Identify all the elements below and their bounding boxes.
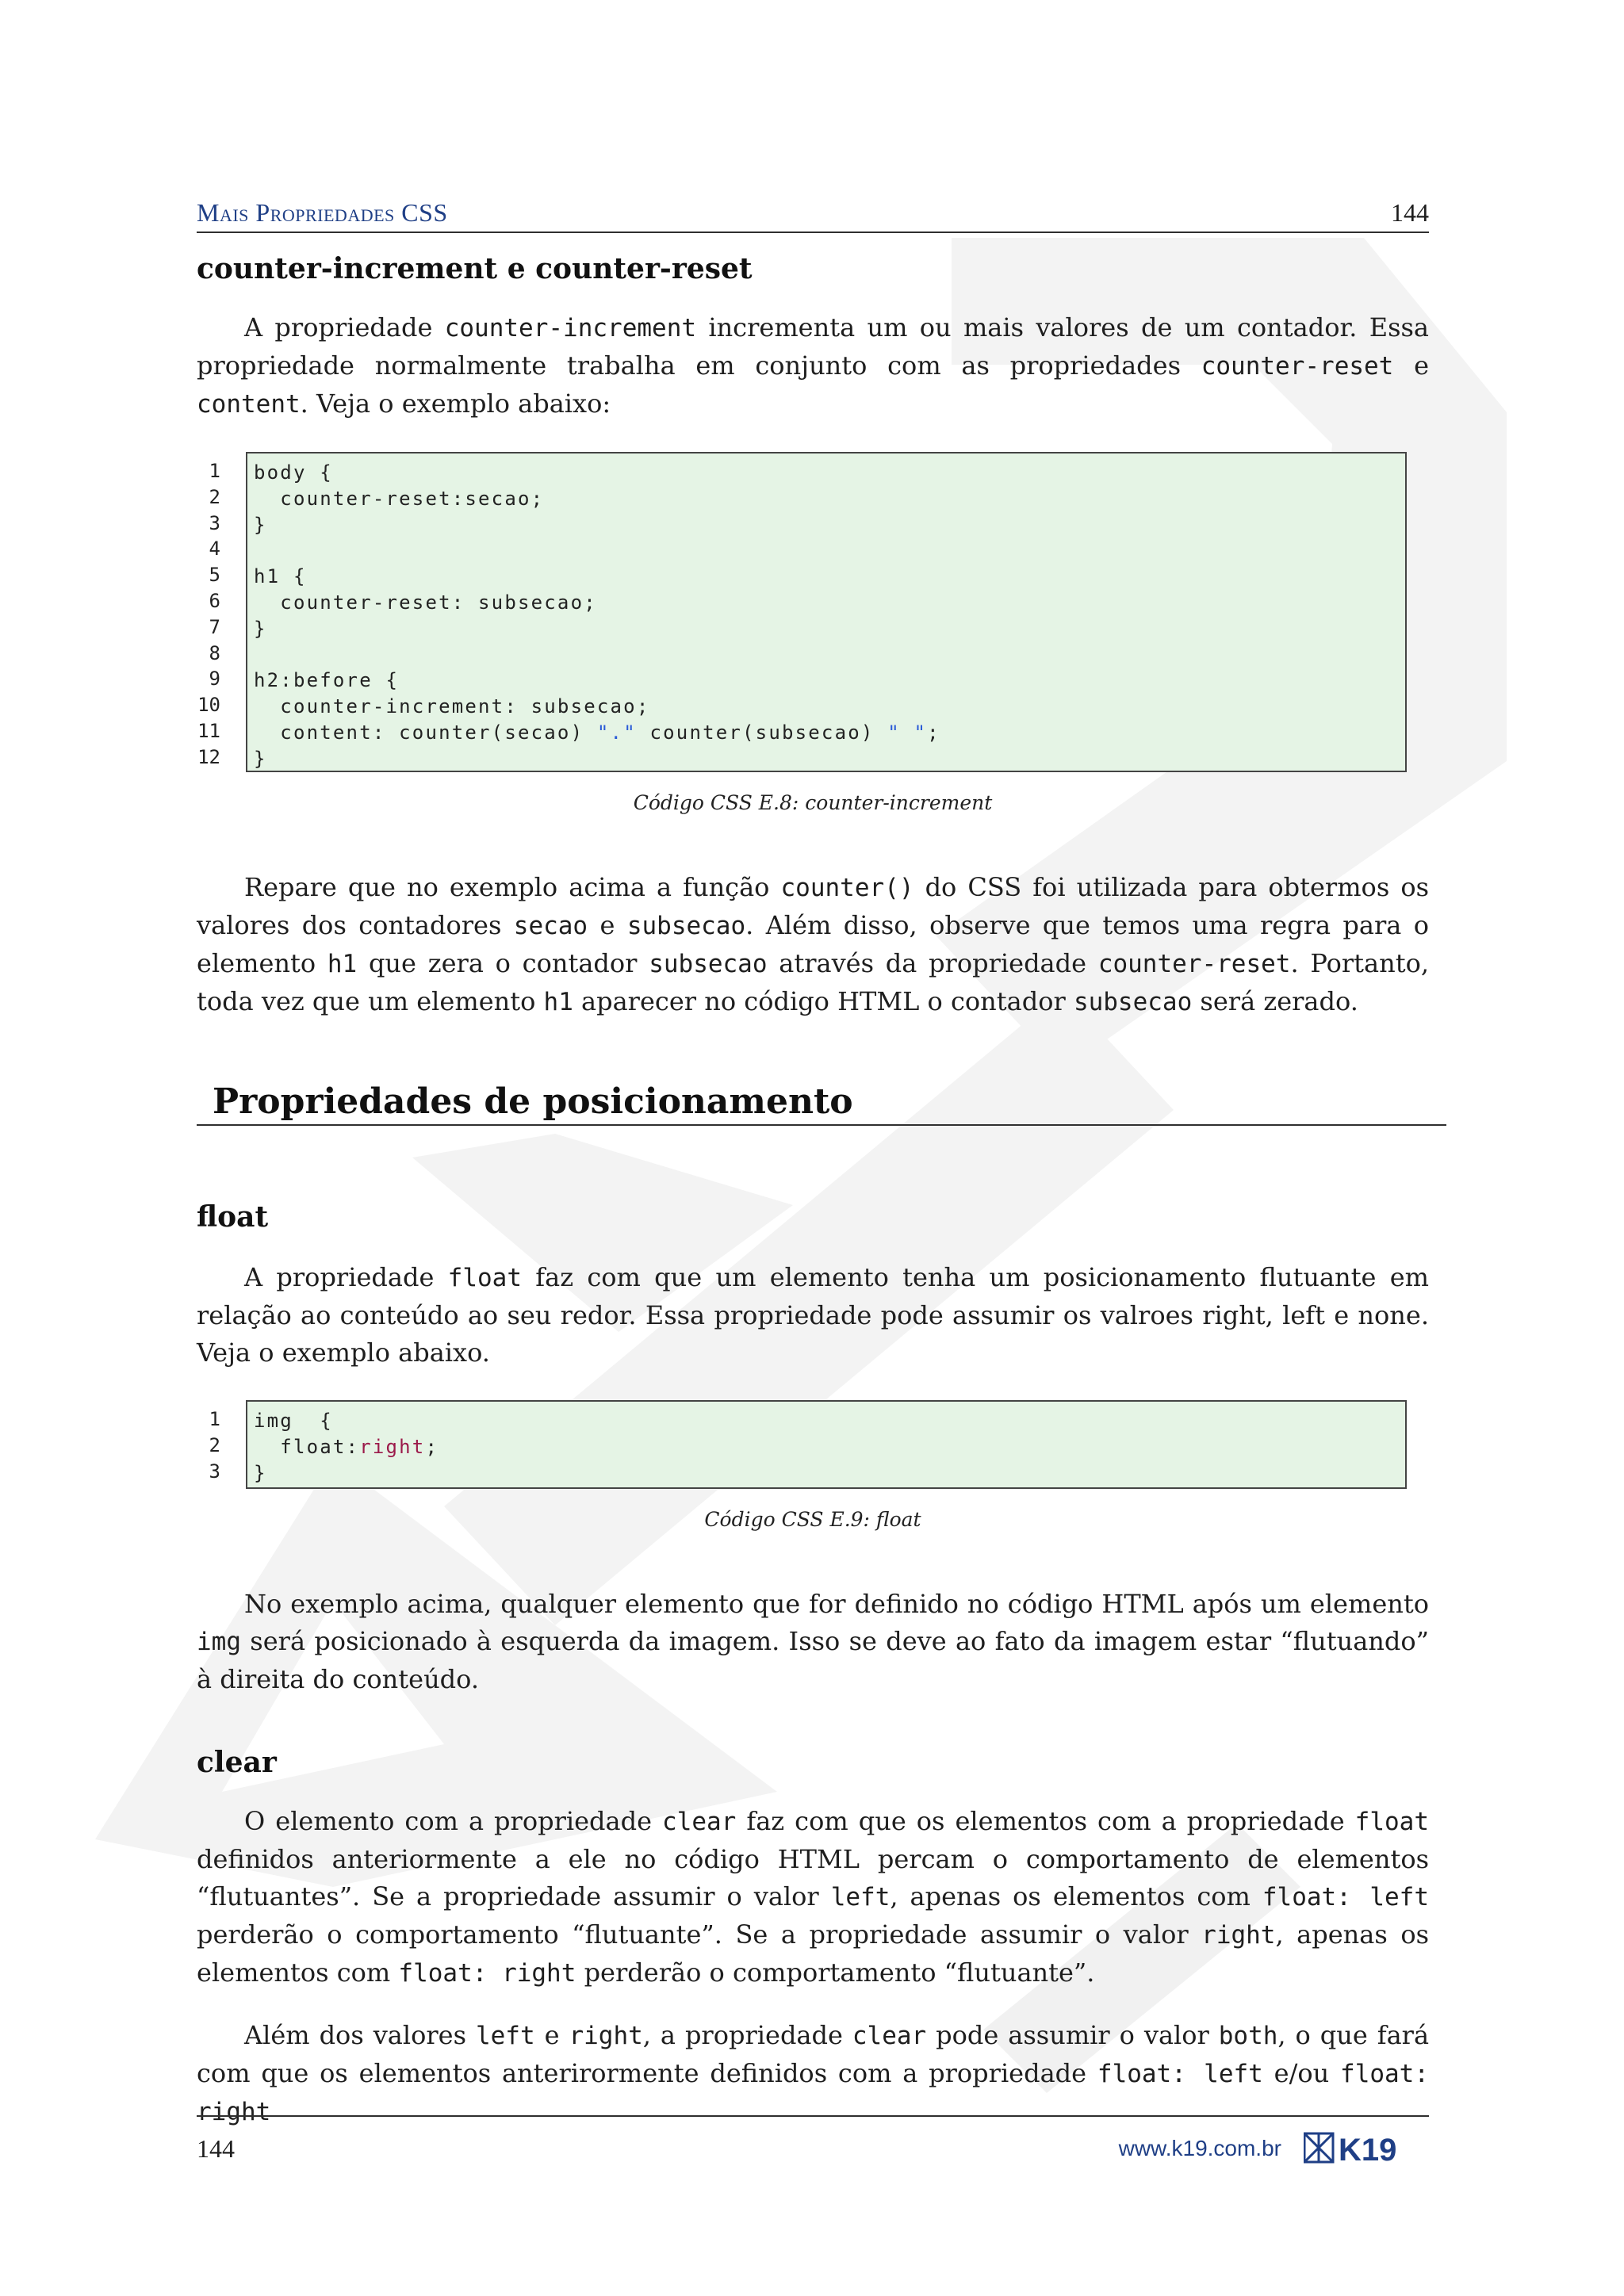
- line-number: 10: [197, 694, 220, 717]
- inline-code: content: [197, 390, 301, 419]
- section-heading: [197, 1080, 1446, 1126]
- code-listing-counter: [197, 452, 1410, 772]
- clear-paragraph-2: Além dos valores left e right, a propriedade clear pode assumir o valor both, o que fará com que os elementos anterirormente definidos com a propriedade float: left e/ou float: right: [197, 2020, 1430, 2126]
- code-line: counter-reset:secao;: [254, 487, 545, 510]
- counter-explanation-paragraph: Repare que no exemplo acima a função counter() do CSS foi utilizada para obtermos os valores dos contadores secao e subsecao. Além disso, observe que temos uma regra para o elemento h1 que zera o contador subsecao através da propriedade counter-reset. Portanto, toda vez que um elemento h1 aparecer no código HTML o contador subsecao será zerado.: [197, 872, 1430, 1016]
- inline-code: h1: [543, 988, 573, 1016]
- inline-code: counter-reset: [1201, 352, 1394, 381]
- line-number: 11: [197, 719, 220, 742]
- inline-code: left: [830, 1883, 891, 1911]
- code-block: [246, 1400, 1407, 1489]
- line-number: 4: [209, 538, 220, 561]
- footer-page-number: 144: [197, 2134, 235, 2163]
- code-line: body {: [254, 461, 333, 484]
- float-intro-paragraph: A propriedade float faz com que um elemento tenha um posicionamento flutuante em relação ao conteúdo ao seu redor. Essa propriedade pode assumir os valroes right, left e none. Veja o exemplo abaixo.: [197, 1262, 1430, 1368]
- inline-code: both: [1218, 2022, 1278, 2050]
- code-line-numbers: [197, 1400, 220, 1484]
- code-line: img {: [254, 1410, 333, 1432]
- line-number: 2: [209, 1433, 220, 1456]
- code-line: counter-increment: subsecao;: [254, 695, 650, 718]
- line-number: 12: [197, 745, 220, 768]
- float-explanation-paragraph: No exemplo acima, qualquer elemento que for definido no código HTML após um elemento img será posicionado à esquerda da imagem. Isso se deve ao fato da imagem estar “flutuando” à direita do conteúdo.: [197, 1589, 1429, 1694]
- clear-paragraph-1: O elemento com a propriedade clear faz com que os elementos com a propriedade float definidos anteriormente a ele no código HTML percam o comportamento de elementos “flutuantes”. Se a propriedade assumir o valor left, apenas os elementos com float: left perderão o comportamento “flutuante”. Se a propriedade assumir o valor right, apenas os elementos com float: right perderão o comportamento “flutuante”.: [197, 1806, 1430, 1988]
- code-block: [246, 452, 1407, 772]
- code-line: }: [254, 747, 267, 770]
- line-number: 3: [209, 1460, 220, 1483]
- code-caption: Código CSS E.8: counter-increment: [633, 791, 993, 814]
- inline-code: img: [197, 1628, 241, 1656]
- counter-intro-paragraph: A propriedade counter-increment incrementa um ou mais valores de um contador. Essa propriedade normalmente trabalha em conjunto com as propriedades counter-reset e content. Veja o exemplo abaixo:: [197, 312, 1430, 419]
- section-title: Propriedades de posicionamento: [213, 1081, 853, 1122]
- inline-code: counter-increment: [444, 314, 697, 342]
- inline-code: clear: [662, 1808, 737, 1836]
- inline-code: secao: [513, 912, 588, 940]
- code-line: [254, 642, 1405, 668]
- inline-code: h1: [327, 950, 358, 978]
- header-page-number: 144: [1391, 198, 1429, 227]
- running-header: [197, 197, 1429, 233]
- inline-code: float: right: [197, 2060, 1430, 2126]
- code-line: }: [254, 513, 267, 536]
- chapter-title: Mais Propriedades CSS: [197, 198, 448, 227]
- code-line: counter-reset: subsecao;: [254, 591, 597, 614]
- subheading-counter: counter-increment e counter-reset: [197, 252, 753, 285]
- code-line: [254, 538, 1405, 564]
- footer-url: www.k19.com.br: [1118, 2136, 1281, 2160]
- inline-code: counter-reset: [1097, 950, 1291, 978]
- inline-code: counter(): [780, 874, 914, 902]
- inline-code: clear: [852, 2022, 927, 2050]
- line-number: 5: [209, 564, 220, 587]
- line-number: 6: [209, 589, 220, 612]
- subheading-clear: clear: [197, 1746, 277, 1779]
- line-number: 1: [209, 1408, 220, 1430]
- inline-code: float: left: [1097, 2060, 1263, 2088]
- line-number: 8: [209, 641, 220, 664]
- k19-logo: [1304, 2131, 1429, 2164]
- code-line: content: counter(secao) "." counter(subsecao) " ";: [254, 721, 940, 744]
- subheading-float: float: [197, 1200, 269, 1234]
- inline-code: subsecao: [649, 950, 768, 978]
- code-caption: Código CSS E.9: float: [704, 1508, 921, 1531]
- code-line: h2:before {: [254, 669, 400, 692]
- code-line: h1 {: [254, 565, 307, 588]
- inline-code: float: left: [1262, 1883, 1430, 1911]
- code-line: float:right;: [254, 1435, 439, 1458]
- inline-code: float: [1354, 1808, 1429, 1836]
- code-line-numbers: [197, 452, 220, 771]
- inline-code: subsecao: [626, 912, 746, 940]
- code-line: }: [254, 617, 267, 640]
- inline-code: right: [1201, 1921, 1276, 1950]
- line-number: 7: [209, 615, 220, 638]
- svg-text:K19: K19: [1339, 2133, 1397, 2164]
- inline-code: subsecao: [1073, 988, 1193, 1016]
- page-footer: [197, 2115, 1429, 2172]
- line-number: 3: [209, 511, 220, 534]
- line-number: 1: [209, 460, 220, 482]
- inline-code: right: [569, 2022, 643, 2050]
- inline-code: left: [475, 2022, 535, 2050]
- code-line: }: [254, 1461, 267, 1484]
- inline-code: float: right: [398, 1959, 576, 1988]
- inline-code: float: [447, 1264, 522, 1292]
- line-number: 2: [209, 485, 220, 508]
- code-listing-float: [197, 1400, 1410, 1489]
- line-number: 9: [209, 668, 220, 691]
